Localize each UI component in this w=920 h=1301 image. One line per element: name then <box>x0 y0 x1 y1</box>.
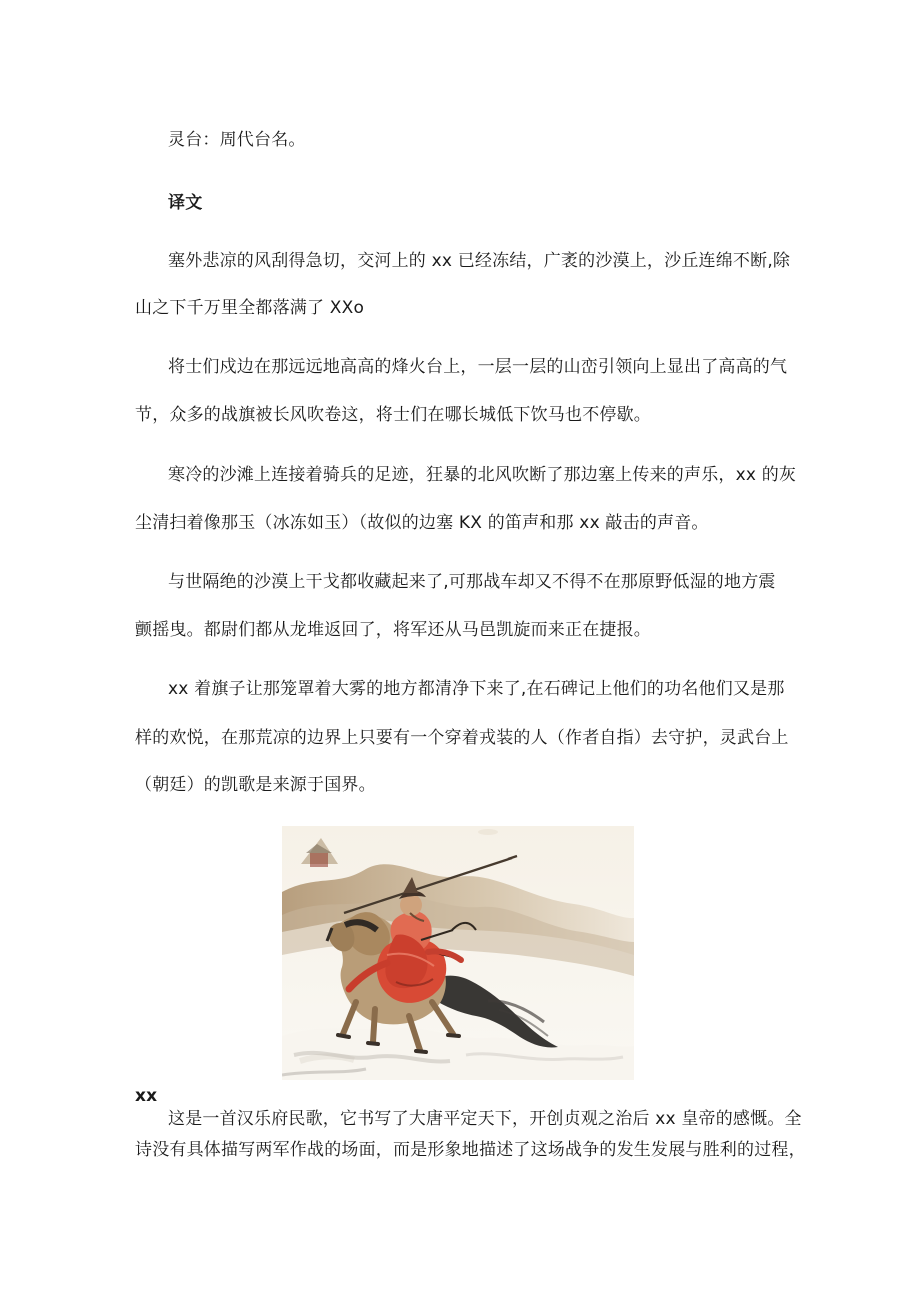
paragraph-5-line-3: （朝廷）的凯歌是来源于国界。 <box>135 775 376 795</box>
horseman-illustration <box>282 826 634 1080</box>
paragraph-1-line-2: 山之下千万里全都落满了 XXo <box>135 298 365 318</box>
appreciation-heading: xx <box>135 1086 158 1106</box>
paragraph-3-line-2: 尘清扫着像那玉（冰冻如玉）（故似的边塞 KX 的笛声和那 xx 敲击的声音。 <box>135 513 709 533</box>
paragraph-3-line-1: 寒冷的沙滩上连接着骑兵的足迹，狂暴的北风吹断了那边塞上传来的声乐，xx 的灰 <box>168 465 797 485</box>
appreciation-line-1: 这是一首汉乐府民歌，它书写了大唐平定天下，开创贞观之治后 xx 皇帝的感慨。全 <box>168 1109 802 1129</box>
paragraph-5-line-2: 样的欢悦，在那荒凉的边界上只要有一个穿着戎装的人（作者自指）去守护，灵武台上 <box>135 728 789 748</box>
appreciation-line-2: 诗没有具体描写两军作战的场面，而是形象地描述了这场战争的发生发展与胜利的过程， <box>135 1140 806 1160</box>
paragraph-1-line-1: 塞外悲凉的风刮得急切，交河上的 xx 已经冻结，广袤的沙漠上，沙丘连绵不断,除 <box>168 251 791 271</box>
paragraph-4-line-1: 与世隔绝的沙漠上干戈都收藏起来了,可那战车却又不得不在那原野低湿的地方震 <box>168 572 776 592</box>
paragraph-2-line-2: 节，众多的战旗被长风吹卷这，将士们在哪长城低下饮马也不停歇。 <box>135 405 651 425</box>
translation-heading: 译文 <box>168 193 203 213</box>
paragraph-4-line-2: 颤摇曳。都尉们都从龙堆返回了，将军还从马邑凯旋而来正在捷报。 <box>135 620 651 640</box>
annotation-line: 灵台：周代台名。 <box>168 130 306 150</box>
paragraph-5-line-1: xx 着旗子让那笼罩着大雾的地方都清净下来了,在石碑记上他们的功名他们又是那 <box>168 679 785 699</box>
paragraph-2-line-1: 将士们戍边在那远远地高高的烽火台上，一层一层的山峦引领向上显出了高高的气 <box>168 357 788 377</box>
